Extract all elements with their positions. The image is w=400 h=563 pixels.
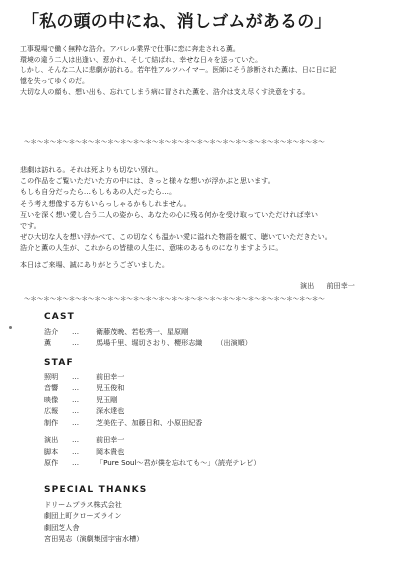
synopsis-line: 工事現場で働く無粋な浩介。アパレル業界で仕事に恋に奔走される薫。: [20, 45, 240, 53]
staff-names: 芝美佐子、加藤日和、小原田紀香: [96, 417, 203, 427]
staff-row: [44, 457, 260, 468]
signature: [300, 281, 355, 291]
message-line: 浩介と薫の人生が、これからの皆様の人生に、意味のあるものになりますように。: [20, 243, 283, 253]
staff-row: [44, 405, 260, 416]
leader-dots: …: [72, 327, 80, 336]
synopsis: [20, 44, 384, 98]
staff-role: 制作: [44, 417, 59, 427]
leader-dots: …: [72, 394, 80, 404]
signature-name: 前田幸一: [326, 281, 355, 290]
staff-names: 児玉剛: [96, 394, 118, 404]
margin-mark: [9, 326, 12, 329]
message-line: です。: [20, 221, 41, 231]
synopsis-line: 環境の違う二人は出逢い、惹かれ、そして結ばれ、幸せな日々を送っていた。: [20, 55, 262, 64]
message-closing: 本日はご来場、誠にありがとうございました。: [20, 259, 169, 269]
signature-role: 演出: [300, 281, 315, 290]
synopsis-line: 憶を失ってゆくのだ。: [20, 77, 89, 86]
staff-names: 児玉俊和: [96, 383, 125, 393]
cast-names: 衛藤茂晩、若松秀一、星原剛: [96, 327, 189, 336]
staff-names: 前田幸一: [96, 435, 125, 445]
leader-dots: …: [72, 435, 80, 445]
divider-top: ～＊～＊～＊～＊～＊～＊～＊～＊～＊～＊～＊～＊～＊～＊～＊～＊～＊～＊～＊～＊～＊～＊～＊～: [24, 138, 325, 146]
staff-row: [44, 434, 260, 445]
cast-names: 馬場千里、堀切さおり、櫻形志織: [96, 338, 203, 348]
staff-role: 照明: [44, 372, 59, 381]
staff-row: [44, 371, 260, 382]
synopsis-line: 大切な人の顔も、想い出も、忘れてしまう病に冒された薫を、浩介は支え尽くす決意をする。: [20, 87, 310, 96]
thanks-item: 劇団上町クローズライン: [44, 511, 122, 521]
staff-role: 広報: [44, 406, 59, 416]
staff-heading: STAF: [44, 358, 74, 368]
leader-dots: …: [72, 372, 80, 381]
thanks-item: 劇団芝人舎: [44, 522, 80, 532]
cast-role: 薫: [44, 338, 52, 348]
staff-row: [44, 417, 260, 428]
staff-names: 岡本貴也: [96, 446, 125, 456]
staff-names: 「Pure Soul～君が僕を忘れても～」（読売テレビ）: [96, 458, 261, 468]
cast-heading: CAST: [44, 312, 75, 322]
leader-dots: …: [72, 383, 80, 393]
cast-row: [44, 326, 252, 337]
message-line: この作品をご覧いただいた方の中には、きっと様々な想いが浮かぶと思います。: [20, 176, 275, 186]
thanks-list: [44, 499, 143, 545]
staff-role: 脚本: [44, 446, 59, 456]
staff-role: 演出: [44, 435, 59, 445]
leader-dots: …: [72, 417, 80, 427]
cast-role: 浩介: [44, 327, 59, 336]
leader-dots: …: [72, 458, 80, 468]
leader-dots: …: [72, 446, 80, 456]
synopsis-line: しかし、そんな二人に悲劇が訪れる。若年性アルツハイマー。医師にそう診断された薫は、日に日に記: [20, 66, 337, 75]
thanks-item: ドリームプラス株式会社: [44, 500, 122, 509]
leader-dots: …: [72, 338, 80, 348]
divider-bottom: ～＊～＊～＊～＊～＊～＊～＊～＊～＊～＊～＊～＊～＊～＊～＊～＊～＊～＊～＊～＊～＊～＊～＊～: [24, 295, 325, 303]
message-line: もしも自分だったら…もしもあの人だったら…。: [20, 187, 177, 197]
play-title: 「私の頭の中にね、消しゴムがあるの」: [22, 12, 332, 32]
message-line: そう考え想像する方もいらっしゃるかもしれません。: [20, 198, 191, 208]
thanks-heading: SPECIAL THANKS: [44, 485, 148, 495]
staff-row: [44, 394, 260, 405]
message-line: 悲劇は訪れる。それは死よりも切ない別れ。: [20, 165, 163, 174]
cast-list: [44, 326, 252, 349]
director-message: [20, 164, 384, 270]
message-line: 互いを深く想い愛し合う二人の姿から、あなたの心に残る何かを受け取っていただければ幸い: [20, 209, 318, 219]
staff-names: 深水達也: [96, 406, 125, 416]
cast-order-note: （出演順）: [216, 338, 252, 348]
staff-role: 映像: [44, 394, 59, 404]
cast-row: [44, 337, 252, 348]
leader-dots: …: [72, 406, 80, 416]
staff-list: [44, 371, 260, 469]
thanks-item: 宮田晃志（演劇集団宇宙水槽）: [44, 534, 144, 544]
staff-names: 前田幸一: [96, 372, 125, 381]
message-line: ぜひ大切な人を想い浮かべて、この切なくも温かい愛に溢れた物語を観て、聴いていただきたい。: [20, 232, 332, 242]
staff-row: [44, 446, 260, 457]
staff-row: [44, 382, 260, 393]
staff-role: 原作: [44, 458, 59, 468]
staff-role: 音響: [44, 383, 59, 393]
